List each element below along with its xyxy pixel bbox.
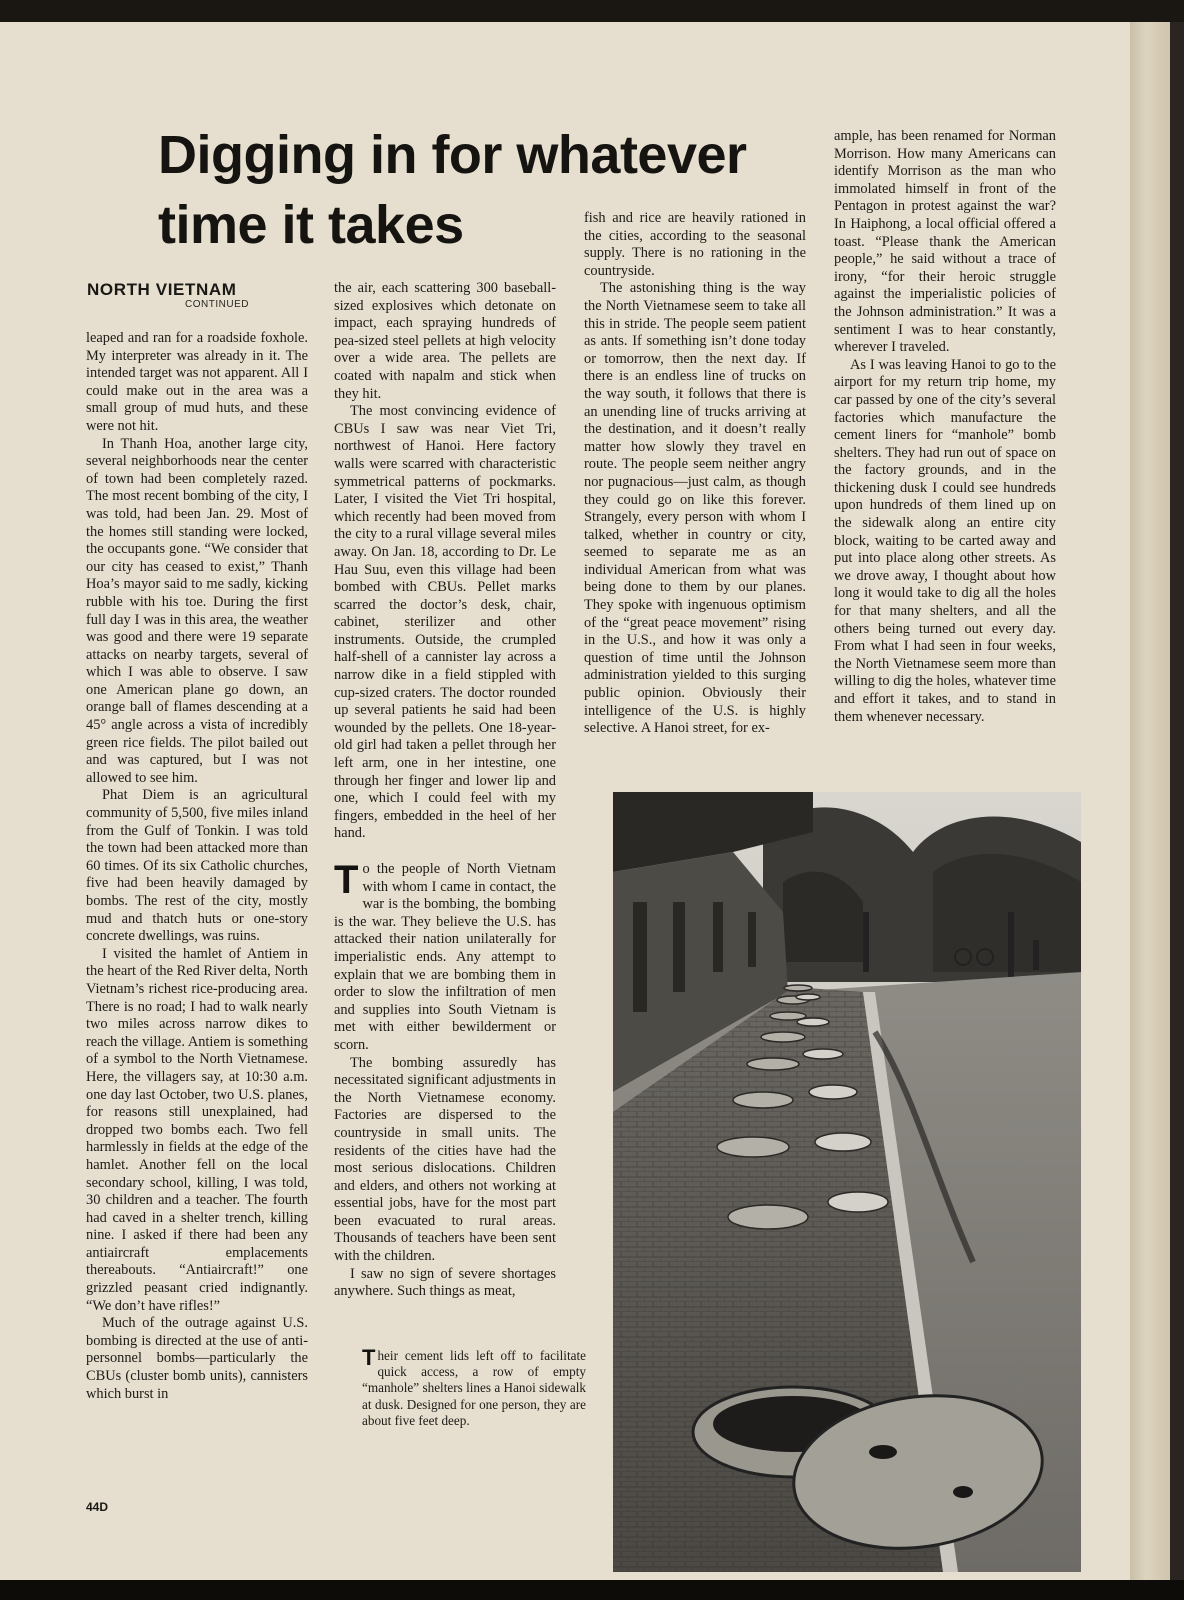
paragraph: The astonishing thing is the way the North Vietnamese seem to take all this in stride. The people seem patient as ants. If something isn’t done today or tomorrow, then the next day. If there is an endless line of trucks on the way south, it follows that there is an unending line of trucks arriving at the destination, and it doesn’t really matter how slowly they travel en route. The people seem neither angry nor pugnacious—just calm, as though they could go on like this forever. Strangely, every person with whom I talked, whether in country or city, seemed to separate me as an individual American from what was being done to them by our planes. They spoke with ingenuous optimism of the “great peace movement” rising in the U.S., and how it was only a question of time until the Johnson administration yielded to this surging public opinion. Obviously their intelligence of the U.S. is highly selective. A Hanoi street, for ex- <box>584 280 806 737</box>
article-column-1 <box>86 330 308 1430</box>
caption-drop-cap: T <box>362 1345 376 1370</box>
paragraph-dropcap <box>334 858 556 1055</box>
paragraph: the air, each scattering 300 baseball-sized explosives which detonate on impact, each spraying hundreds of pea-sized steel pellets at high velocity over a wide area. The pellets are coated with napalm and stick when they hit. <box>334 280 556 402</box>
paragraph: Phat Diem is an agricultural community of 5,500, five miles inland from the Gulf of Tonkin. I was told the town had been attacked more than 60 times. Of its six Catholic churches, five had been heavily damaged by bombs. The rest of the city, mostly mud and thatch huts or one-story concrete dwellings, was ruins. <box>86 787 308 945</box>
paragraph: The bombing assuredly has necessitated significant adjustments in the North Vietnamese economy. Factories are dispersed to the countryside in small units. The residents of the cities have had the most serious dislocations. Children and elders, and others not working at essential jobs, have for the most part been evacuated to rural areas. Thousands of teachers have been sent with the children. <box>334 1054 556 1265</box>
paragraph-text: o the people of North Vietnam with whom I came in contact, the war is the bombing, the bombing is the war. They believe the U.S. has attacked their nation unilaterally for imperialistic ends. Any attempt to explain that we are bombing them in order to slow the infiltration of men and supplies into South Vietnam is met with either bewilderment or scorn. <box>334 861 556 1053</box>
scan-bottom-edge <box>0 1580 1184 1600</box>
photo-caption <box>362 1345 586 1429</box>
paragraph: ample, has been renamed for Norman Morrison. How many Americans can identify Morrison as the man who immolated himself in front of the Pentagon in protest against the war? In Haiphong, a local official offered a toast. “Please thank the American people,” he said without a trace of irony, “for their heroic struggle against the imperialistic policies of the Johnson administration.” It was a sentiment I was to hear constantly, wherever I traveled. <box>834 128 1056 356</box>
paragraph: The most convincing evidence of CBUs I saw was near Viet Tri, northwest of Hanoi. Here factory walls were scarred with characteristic symmetrical patterns of pockmarks. Later, I visited the Viet Tri hospital, which recently had been moved from the city to a rural village several miles away. On Jan. 18, according to Dr. Le Hau Suu, even this village had been bombed with CBUs. Pellet marks scarred the doctor’s desk, chair, cabinet, sterilizer and other instruments. Outside, the crumpled half-shell of a cannister lay across a narrow dike in a field stippled with cup-sized craters. The doctor rounded up several patients he said had been wounded by the pellets. One 18-year-old girl had taken a pellet through her left arm, one in her intestine, one through her finger and lower lip and one, which I could feel with my fingers, embedded in the heel of her hand. <box>334 403 556 842</box>
drop-cap: T <box>334 858 359 902</box>
paragraph: fish and rice are heavily rationed in the cities, according to the seasonal supply. There is no rationing in the countryside. <box>584 210 806 279</box>
paragraph: leaped and ran for a roadside foxhole. My interpreter was already in it. The intended target was not apparent. All I could make out in the area was a small group of mud huts, and these were not hit. <box>86 330 308 434</box>
section-title: NORTH VIETNAM <box>87 280 237 299</box>
photo-manhole-shelters <box>613 792 1081 1572</box>
paragraph: In Thanh Hoa, another large city, several neighborhoods near the center of town had been completely razed. The most recent bombing of the city, I was told, had been Jan. 29. Most of the homes still standing were locked, the occupants gone. “We consider that our city has ceased to exist,” Thanh Hoa’s mayor said to me sadly, kicking rubble with his toe. During the first full day I was in this area, the weather was good and there were 19 separate attacks on nearby targets, several of which I was able to observe. I saw one American plane go down, an orange ball of flames descending at a 45° angle across a vista of incredibly green rice fields. The pilot bailed out and was captured, but I was not allowed to see him. <box>86 435 308 786</box>
paragraph: I visited the hamlet of Antiem in the heart of the Red River delta, North Vietnam’s richest rice-producing area. There is no road; I had to walk nearly two miles across narrow dikes to reach the village. Antiem is something of a symbol to the North Vietnamese. Here, the villagers say, at 10:30 a.m. one day last October, two U.S. planes, for reasons still unexplained, had dropped two bombs each. Two fell harmlessly in fields at the edge of the hamlet. Another fell on the local secondary school, killing, I was told, 30 children and a teacher. The fourth had caved in a shelter trench, killing nine. I asked if there had been any antiaircraft emplacements thereabouts. “Antiaircraft!” one grizzled peasant cried indignantly. “We don’t have rifles!” <box>86 945 308 1314</box>
caption-text: heir cement lids left off to facilitate quick access, a row of empty “manhole” shelters lines a Hanoi sidewalk at dusk. Designed for one person, they are about five feet deep. <box>362 1348 586 1428</box>
headline-line-2: time it takes <box>158 195 464 255</box>
paragraph: I saw no sign of severe shortages anywhere. Such things as meat, <box>334 1265 556 1300</box>
paragraph: Much of the outrage against U.S. bombing is directed at the use of anti-personnel bombs—particularly the CBUs (cluster bomb units), cannisters which burst in <box>86 1315 308 1402</box>
article-column-2 <box>334 280 556 1300</box>
photo-illustration <box>613 792 1081 1572</box>
paragraph: As I was leaving Hanoi to go to the airport for my return trip home, my car passed by one of the city’s several factories which manufacture the cement liners for “manhole” bomb shelters. They had run out of space on the factory grounds, and in the thickening dusk I could see hundreds upon hundreds of them lined up on the sidewalk along an entire city block, waiting to be carted away and put into place along other streets. As we drove away, I thought about how long it would take to dig all the holes for that many shelters, and all the others being turned out every day. From what I had seen in four weeks, the North Vietnamese seem more than willing to dig the holes, whatever time and effort it takes, and to stand in them whenever necessary. <box>834 356 1056 725</box>
scan-right-edge <box>1170 22 1184 1580</box>
section-continued: CONTINUED <box>185 299 249 310</box>
article-column-4 <box>834 128 1056 756</box>
page-number: 44D <box>86 1500 109 1514</box>
article-column-3 <box>584 210 806 755</box>
headline-line-1: Digging in for whatever <box>158 125 747 185</box>
page-gutter <box>1130 22 1170 1580</box>
